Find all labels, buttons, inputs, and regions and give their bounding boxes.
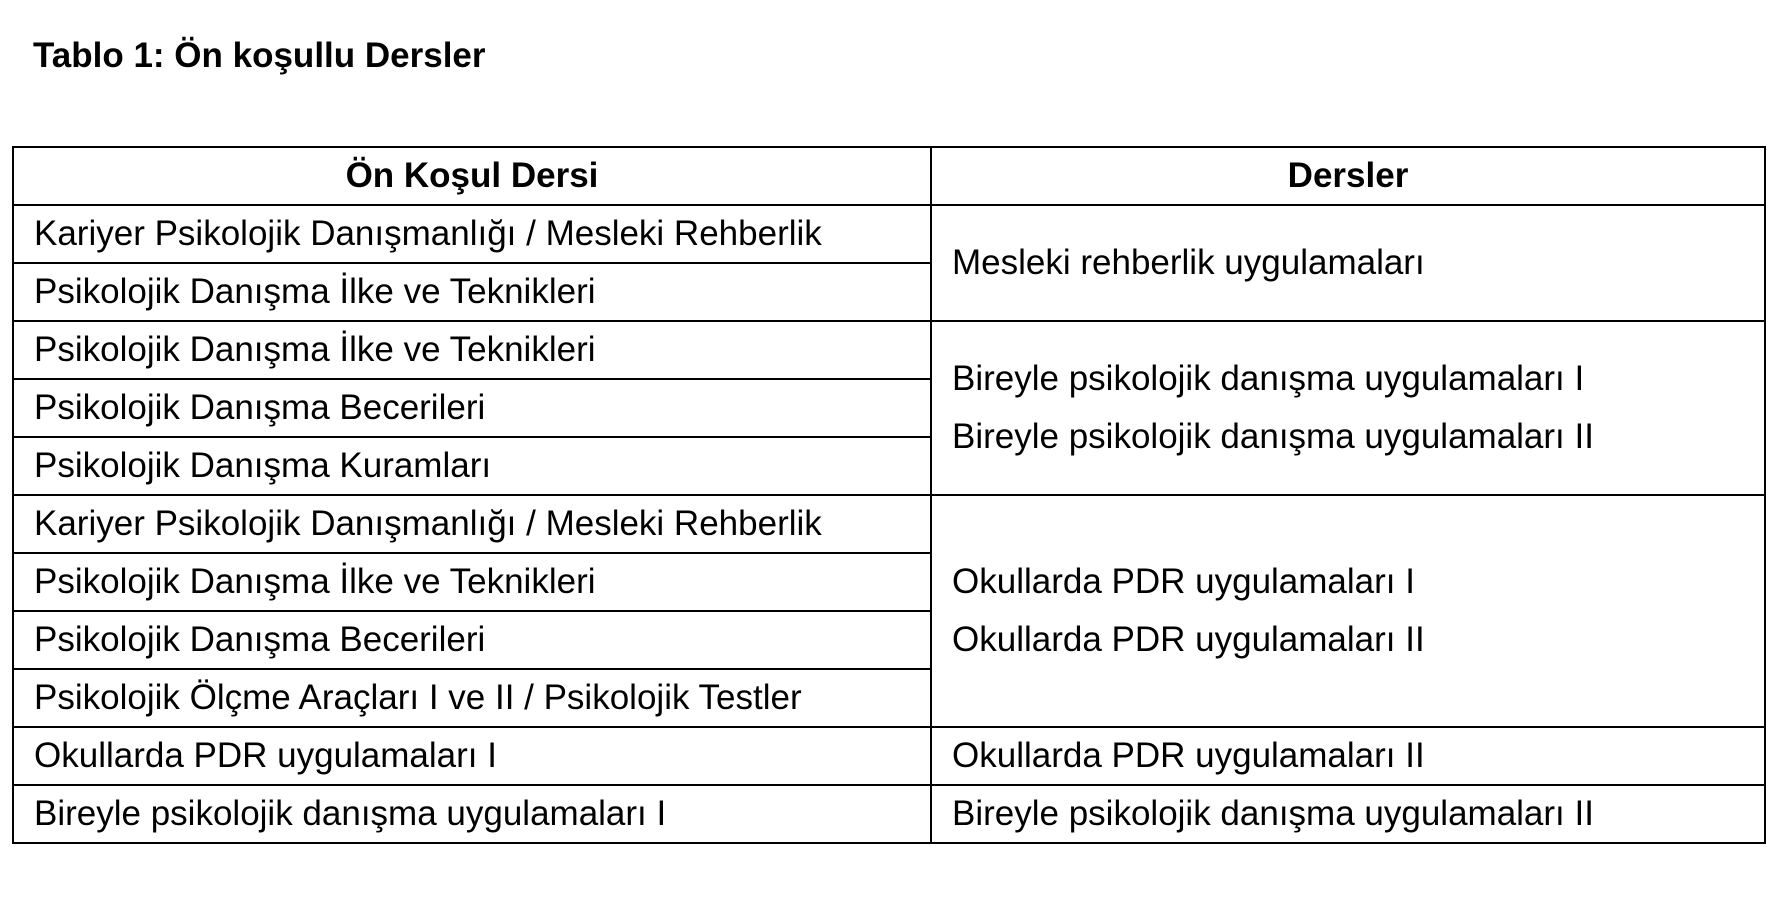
course-cell (931, 205, 1765, 321)
table-row (13, 785, 1765, 843)
course-cell (931, 785, 1765, 843)
prerequisite-cell: Kariyer Psikolojik Danışmanlığı / Mesleki Rehberlik (13, 205, 931, 263)
prerequisite-cell: Psikolojik Danışma Becerileri (13, 611, 931, 669)
prerequisite-cell: Psikolojik Ölçme Araçları I ve II / Psikolojik Testler (13, 669, 931, 727)
prerequisite-cell: Psikolojik Danışma İlke ve Teknikleri (13, 321, 931, 379)
table-row (13, 321, 1765, 379)
course-name: Okullarda PDR uygulamaları I (952, 562, 1415, 601)
table-row (13, 205, 1765, 263)
prerequisite-cell: Bireyle psikolojik danışma uygulamaları I (13, 785, 931, 843)
course-name: Bireyle psikolojik danışma uygulamaları II (952, 417, 1594, 456)
table-row (13, 495, 1765, 553)
table-header-row (13, 147, 1765, 205)
prerequisite-cell: Kariyer Psikolojik Danışmanlığı / Mesleki Rehberlik (13, 495, 931, 553)
course-name: Okullarda PDR uygulamaları II (952, 620, 1425, 659)
prerequisite-table (12, 146, 1766, 844)
course-cell (931, 495, 1765, 727)
course-name: Bireyle psikolojik danışma uygulamaları II (952, 794, 1594, 833)
prerequisite-cell: Psikolojik Danışma Kuramları (13, 437, 931, 495)
course-name: Bireyle psikolojik danışma uygulamaları I (952, 359, 1585, 398)
course-name: Okullarda PDR uygulamaları II (952, 736, 1425, 775)
prerequisite-cell: Psikolojik Danışma Becerileri (13, 379, 931, 437)
header-courses: Dersler (931, 147, 1765, 205)
prerequisite-cell: Okullarda PDR uygulamaları I (13, 727, 931, 785)
document-title: Tablo 1: Ön koşullu Dersler (33, 36, 486, 75)
course-name: Mesleki rehberlik uygulamaları (952, 243, 1425, 282)
table-row (13, 727, 1765, 785)
prerequisite-cell: Psikolojik Danışma İlke ve Teknikleri (13, 553, 931, 611)
course-cell (931, 321, 1765, 495)
course-cell (931, 727, 1765, 785)
prerequisite-cell: Psikolojik Danışma İlke ve Teknikleri (13, 263, 931, 321)
header-prerequisite: Ön Koşul Dersi (13, 147, 931, 205)
